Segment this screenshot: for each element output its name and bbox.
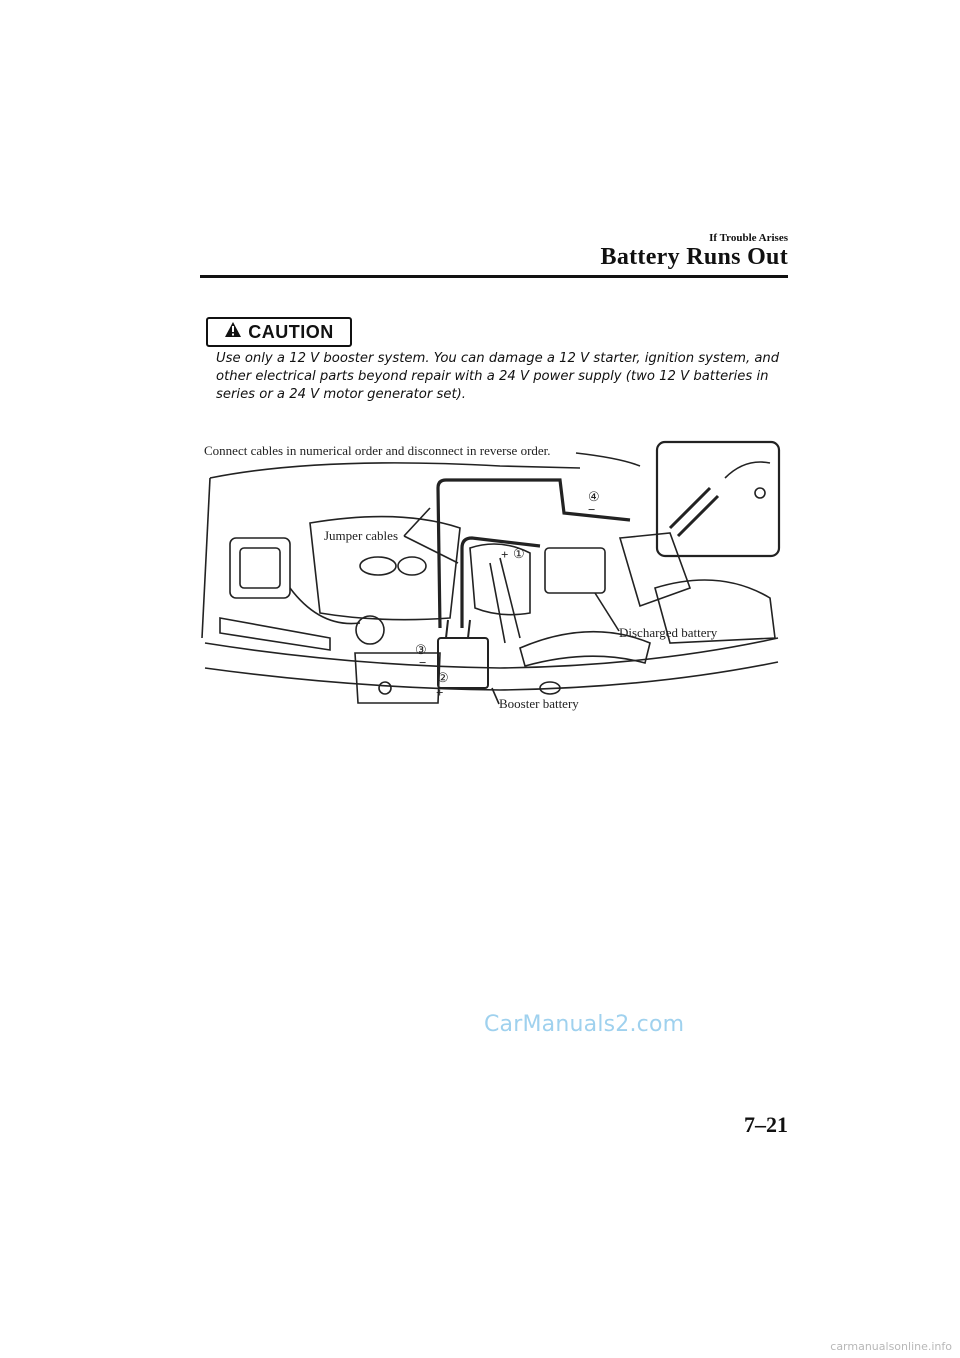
- header-rule: [200, 275, 788, 278]
- minus-sign-3: −: [419, 655, 427, 670]
- section-heading: If Trouble Arises: [709, 232, 788, 244]
- marker-3: ③: [415, 642, 427, 657]
- caution-text: Use only a 12 V booster system. You can damage a 12 V starter, ignition system, and other electrical parts beyond repair with a 24 V power supply (two 12 V batteries in series or a 24 V motor generator set).: [216, 351, 780, 402]
- warning-triangle-icon: [224, 321, 242, 343]
- caution-label: CAUTION: [248, 321, 334, 342]
- marker-4: ④: [588, 489, 600, 504]
- jumper-cables-label: Jumper cables: [324, 528, 399, 543]
- footer-watermark: carmanualsonline.info: [830, 1340, 952, 1353]
- hood-edge: [210, 463, 580, 478]
- booster-battery-label: Booster battery: [499, 696, 579, 711]
- instruction-text: Connect cables in numerical order and disconnect in reverse order.: [204, 443, 551, 458]
- page-title: Battery Runs Out: [600, 244, 788, 270]
- page-number: 7–21: [744, 1112, 788, 1137]
- plus-sign-1: +: [501, 547, 509, 562]
- caution-badge: [206, 317, 352, 347]
- discharged-battery-label: Discharged battery: [619, 625, 718, 640]
- plus-sign-2: +: [436, 685, 444, 700]
- minus-sign-4: −: [588, 502, 596, 517]
- engine-bay-illustration: [200, 438, 785, 713]
- marker-1: ①: [513, 546, 525, 561]
- marker-2: ②: [437, 670, 449, 685]
- watermark-logo: CarManuals2.com: [484, 1012, 685, 1037]
- jump-start-figure: [200, 438, 785, 713]
